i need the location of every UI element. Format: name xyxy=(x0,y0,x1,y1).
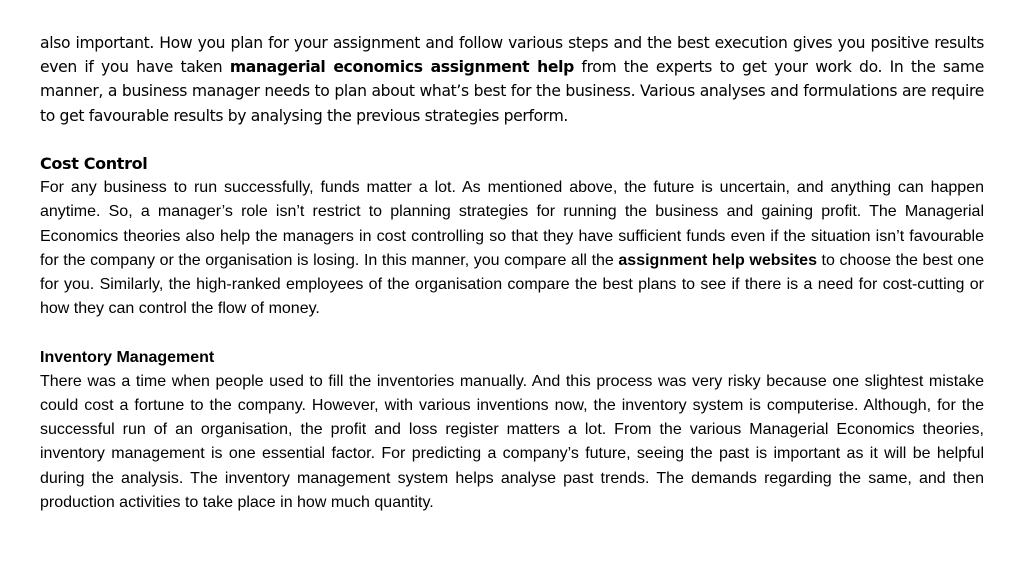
intro-bold-link-text: managerial economics assignment help xyxy=(229,58,574,77)
intro-text-2: from the experts to get your work do. In the same manner, a business manager needs to plan about what’s best for the business. Various analyses and formulations are require to get favourable results by analysing the previous strategies perform. xyxy=(40,58,984,125)
inventory-paragraph: There was a time when people used to fill the inventories manually. And this process was very risky because one slightest mistake could cost a fortune to the company. However, with various inventions now, the inventory system is computerise. Although, for the successful run of an organisation, the profit and loss register matters a lot. From the various Managerial Economics theories, inventory management is one essential factor. For predicting a company’s future, seeing the past is important as it will be helpful during the analysis. The inventory management system helps analyse past trends. The demands regarding the same, and then production activities to take place in how much quantity. xyxy=(40,372,984,511)
paragraph-spacer xyxy=(40,128,984,152)
cost-control-bold-text: assignment help websites xyxy=(618,251,817,269)
document-page xyxy=(40,31,984,515)
intro-paragraph xyxy=(40,31,984,128)
cost-control-heading: Cost Control xyxy=(40,154,148,173)
inventory-heading: Inventory Management xyxy=(40,348,215,366)
cost-control-text-2: to choose the best one for you. Similarly, the high-ranked employees of the organisation compare the best plans to see if there is a need for cost-cutting or how they can control the flow of money. xyxy=(40,251,985,318)
cost-control-paragraph xyxy=(40,176,984,321)
cost-control-text-1: For any business to run successfully, funds matter a lot. As mentioned above, the future is uncertain, and anything can happen anytime. So, a manager’s role isn’t restrict to planning strategies for running the business and gaining profit. The Managerial Economics theories also help the managers in cost controlling so that they have sufficient funds even if the situation isn’t favourable for the company or the organisation is losing. In this manner, you compare all the xyxy=(40,179,984,269)
intro-text-1: also important. How you plan for your assignment and follow various steps and the best execution gives you positive results even if you have taken xyxy=(40,34,984,77)
paragraph-spacer xyxy=(40,321,984,345)
